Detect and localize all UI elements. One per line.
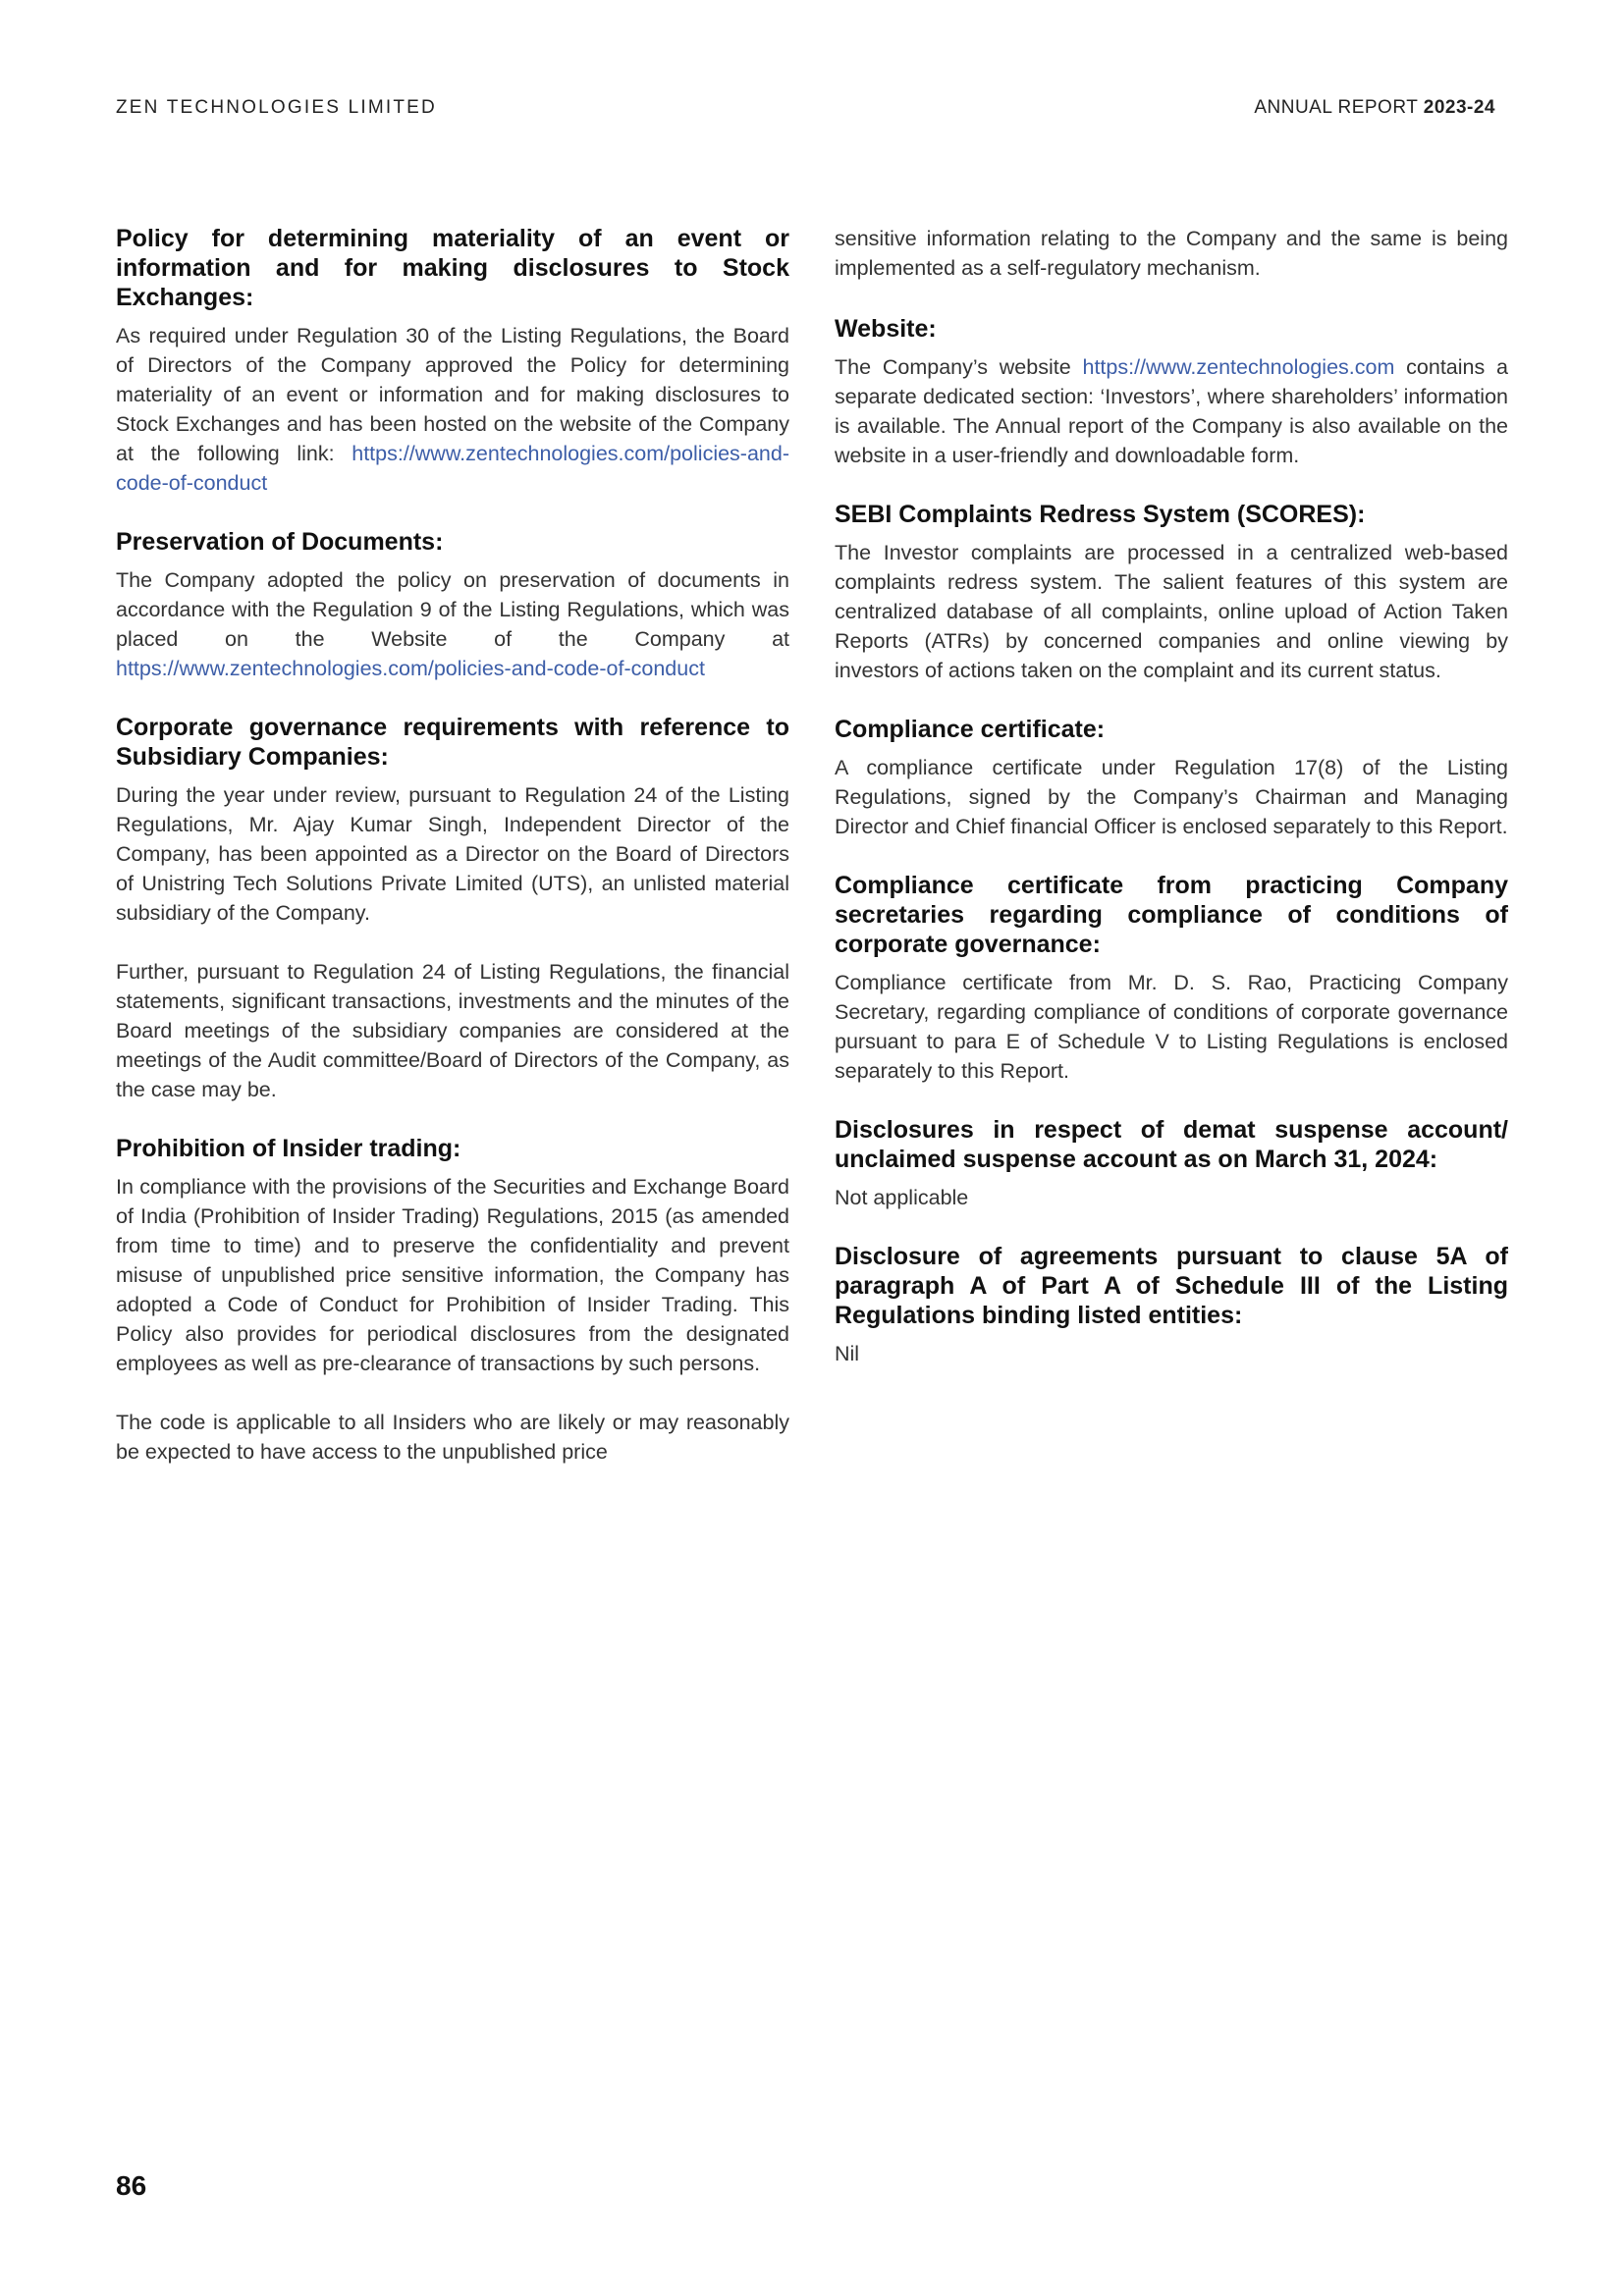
company-name: ZEN TECHNOLOGIES LIMITED — [116, 97, 437, 118]
preservation-body: The Company adopted the policy on preservation of documents in accordance with the Regulation 9 of the Listing Regulations, which was placed on the Website of the Company at — [116, 568, 789, 651]
cs-certificate-text: Compliance certificate from Mr. D. S. Rao, Practicing Company Secretary, regarding compliance of conditions of corporate governance pursuant to para E of Schedule V to Listing Regulations is enclosed separately to this Report. — [835, 971, 1508, 1083]
report-year: 2023-24 — [1423, 97, 1495, 118]
demat-section — [835, 1115, 1508, 1212]
website-body-pre: The Company’s website — [835, 355, 1083, 379]
preservation-link[interactable]: https://www.zentechnologies.com/policies-and-code-of-conduct — [116, 657, 705, 680]
materiality-body: As required under Regulation 30 of the Listing Regulations, the Board of Directors of the Company approved the Policy for determining materiality of an event or information and for making disclosures to Stock Exchanges and has been hosted on the website of the Company at the following link: — [116, 324, 789, 465]
report-title — [1254, 97, 1495, 119]
website-text — [835, 352, 1508, 470]
scores-heading: SEBI Complaints Redress System (SCORES): — [835, 501, 1366, 528]
preservation-text — [116, 565, 789, 683]
cs-certificate-section — [835, 871, 1508, 1086]
report-label: ANNUAL REPORT — [1254, 97, 1424, 118]
insider-continued-text: sensitive information relating to the Company and the same is being implemented as a self-regulatory mechanism. — [835, 227, 1508, 280]
right-column — [835, 224, 1508, 1398]
materiality-link[interactable]: https://www.zentechnologies.com/policies-and-code-of-conduct — [116, 442, 789, 495]
demat-heading: Disclosures in respect of demat suspense account/ unclaimed suspense account as on March 31, 2024: — [835, 1116, 1508, 1173]
agreements-text: Nil — [835, 1342, 860, 1365]
compliance-heading: Compliance certificate: — [835, 716, 1106, 743]
insider-continued — [835, 224, 1508, 283]
compliance-text: A compliance certificate under Regulation 17(8) of the Listing Regulations, signed by the Company’s Chairman and Managing Director and Chief financial Officer is enclosed separately to this Report. — [835, 756, 1508, 838]
preservation-heading: Preservation of Documents: — [116, 528, 444, 556]
materiality-section — [116, 224, 789, 498]
website-heading: Website: — [835, 315, 937, 343]
agreements-heading: Disclosure of agreements pursuant to clause 5A of paragraph A of Part A of Schedule III of the Listing Regulations binding listed entities: — [835, 1243, 1508, 1329]
subsidiary-para-2: Further, pursuant to Regulation 24 of Listing Regulations, the financial statements, significant transactions, investments and the minutes of the Board meetings of the subsidiary companies are considered at the meetings of the Audit committee/Board of Directors of the Company, as the case may be. — [116, 960, 789, 1101]
materiality-text — [116, 321, 789, 498]
insider-section — [116, 1134, 789, 1467]
insider-para-2: The code is applicable to all Insiders who are likely or may reasonably be expected to have access to the unpublished price — [116, 1411, 789, 1464]
subsidiary-section — [116, 713, 789, 1104]
agreements-section — [835, 1242, 1508, 1368]
website-section — [835, 314, 1508, 470]
website-body-post: contains a separate dedicated section: ‘Investors’, where shareholders’ information is available. The Annual report of the Company is also available on the website in a user-friendly and downloadable form. — [835, 355, 1508, 467]
page-number: 86 — [116, 2170, 147, 2201]
materiality-heading: Policy for determining materiality of an event or information and for making disclosures to Stock Exchanges: — [116, 225, 789, 311]
scores-text: The Investor complaints are processed in a centralized web-based complaints redress system. The salient features of this system are centralized database of all complaints, online upload of Action Taken Reports (ATRs) by concerned companies and online viewing by investors of actions taken on the complaint and its current status. — [835, 541, 1508, 682]
cs-certificate-heading: Compliance certificate from practicing Company secretaries regarding compliance of conditions of corporate governance: — [835, 872, 1508, 958]
compliance-section — [835, 715, 1508, 841]
left-column — [116, 224, 789, 1496]
preservation-section — [116, 527, 789, 683]
demat-text: Not applicable — [835, 1186, 969, 1209]
insider-heading: Prohibition of Insider trading: — [116, 1135, 461, 1162]
scores-section — [835, 500, 1508, 685]
insider-para-1: In compliance with the provisions of the Securities and Exchange Board of India (Prohibition of Insider Trading) Regulations, 2015 (as amended from time to time) and to preserve the confidentiality and prevent misuse of unpublished price sensitive information, the Company has adopted a Code of Conduct for Prohibition of Insider Trading. This Policy also provides for periodical disclosures from the designated employees as well as pre-clearance of transactions by such persons. — [116, 1175, 789, 1375]
subsidiary-heading: Corporate governance requirements with reference to Subsidiary Companies: — [116, 714, 789, 771]
subsidiary-para-1: During the year under review, pursuant to Regulation 24 of the Listing Regulations, Mr. Ajay Kumar Singh, Independent Director of the Company, has been appointed as a Director on the Board of Directors of Unistring Tech Solutions Private Limited (UTS), an unlisted material subsidiary of the Company. — [116, 783, 789, 925]
website-link[interactable]: https://www.zentechnologies.com — [1082, 355, 1395, 379]
